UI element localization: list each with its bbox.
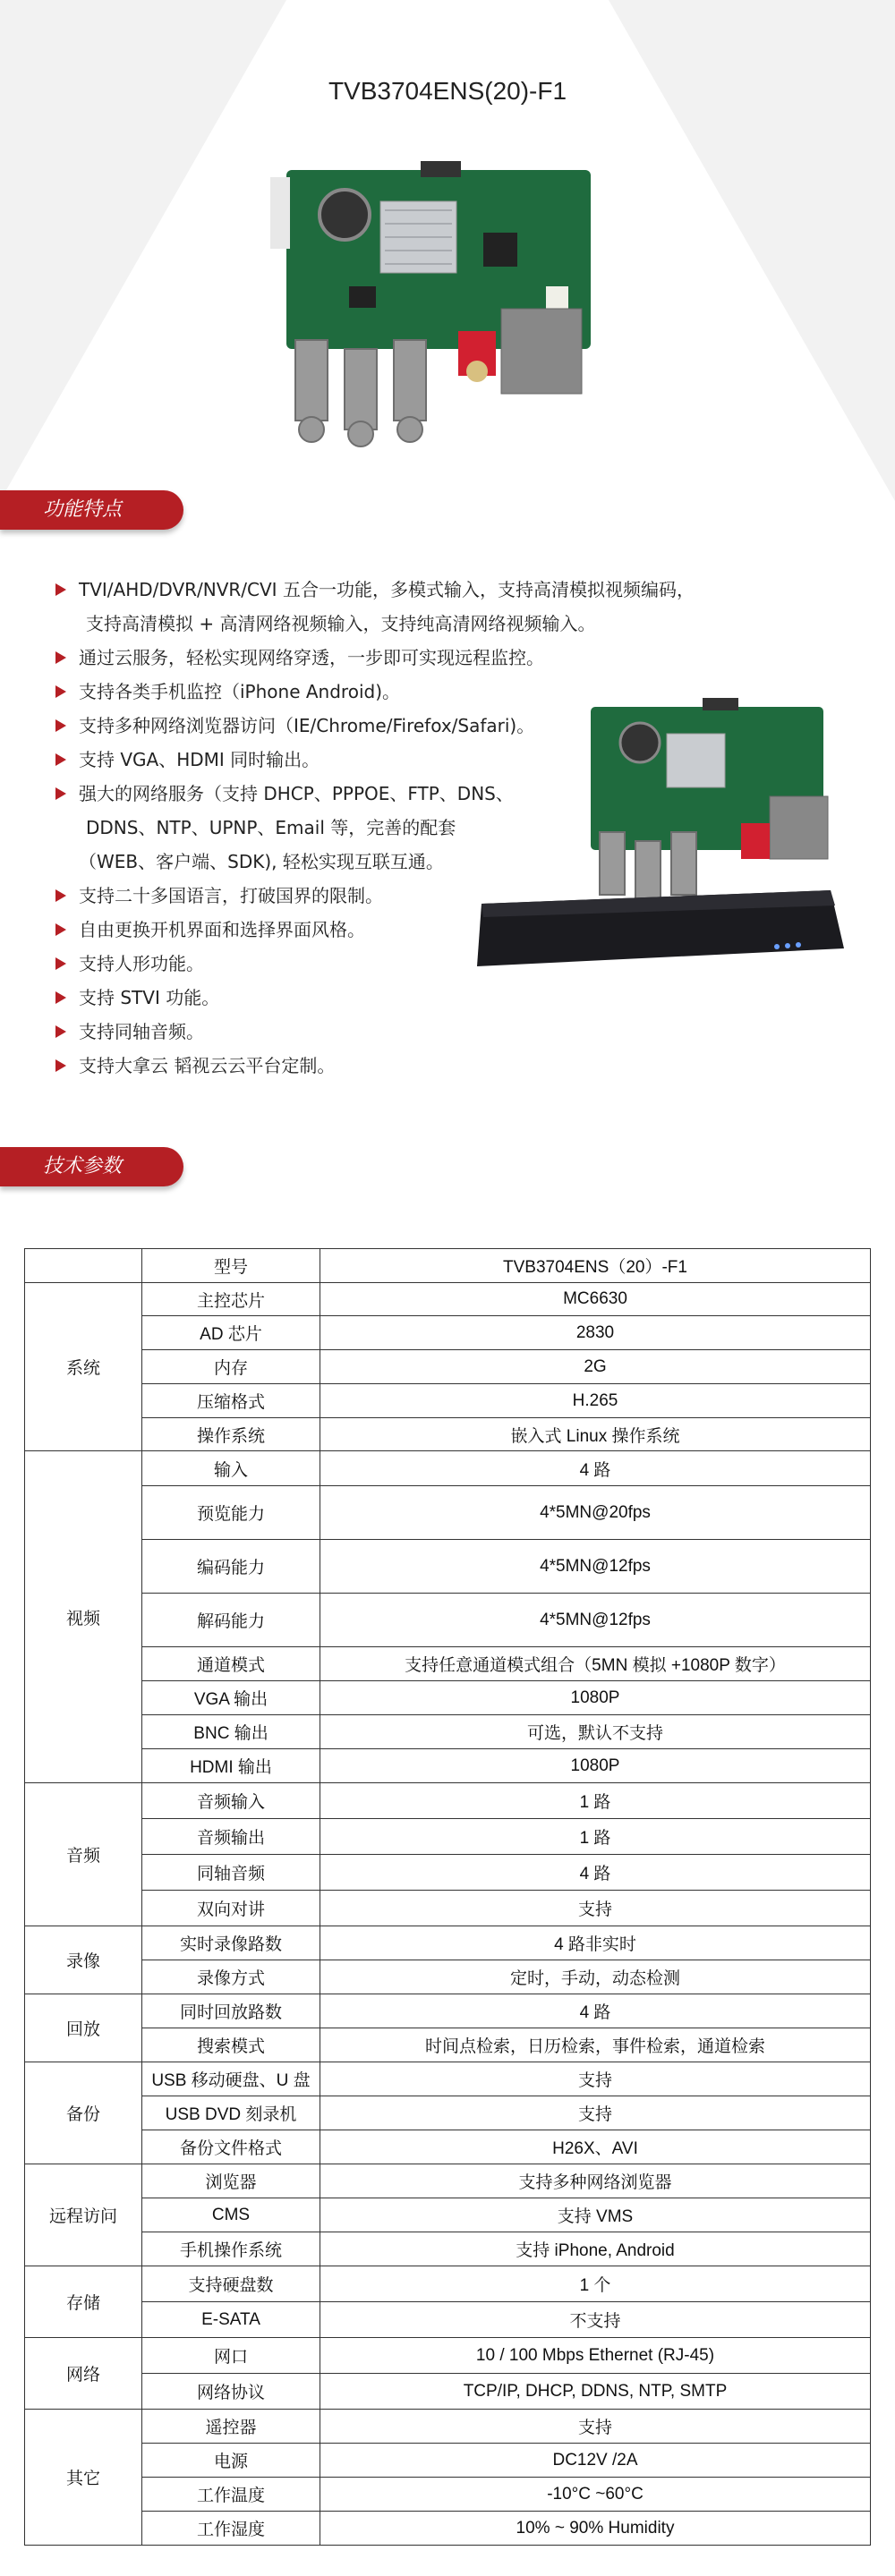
spec-value: 时间点检索，日历检索，事件检索，通道检索 xyxy=(320,2028,871,2062)
spec-value: 4*5MN@20fps xyxy=(320,1486,871,1540)
spec-value: 定时，手动，动态检测 xyxy=(320,1960,871,1994)
spec-name: 预览能力 xyxy=(142,1486,320,1540)
spec-value: H26X、AVI xyxy=(320,2130,871,2164)
table-row xyxy=(25,1681,871,1715)
spec-value: 嵌入式 Linux 操作系统 xyxy=(320,1418,871,1451)
table-row xyxy=(25,1418,871,1451)
section-heading-features: 功能特点 xyxy=(0,490,183,530)
page-title: TVB3704ENS(20)-F1 xyxy=(328,77,567,105)
spec-category: 其它 xyxy=(25,2410,142,2546)
table-row xyxy=(25,2302,871,2338)
spec-name: 型号 xyxy=(142,1249,320,1283)
table-row xyxy=(25,2062,871,2096)
spec-value: 支持任意通道模式组合（5MN 模拟 +1080P 数字） xyxy=(320,1647,871,1681)
spec-value: 支持 xyxy=(320,2062,871,2096)
spec-category: 回放 xyxy=(25,1994,142,2062)
table-row xyxy=(25,1384,871,1418)
table-row xyxy=(25,1891,871,1926)
table-row xyxy=(25,2130,871,2164)
spec-name: USB 移动硬盘、U 盘 xyxy=(142,2062,320,2096)
chip xyxy=(483,233,517,267)
spec-name: 实时录像路数 xyxy=(142,1926,320,1960)
table-row xyxy=(25,1647,871,1681)
nvr-chassis-image xyxy=(473,886,848,971)
spec-category: 存储 xyxy=(25,2266,142,2338)
spec-name: 输入 xyxy=(142,1451,320,1486)
table-row xyxy=(25,2232,871,2266)
table-row xyxy=(25,1451,871,1486)
table-row xyxy=(25,2266,871,2302)
spec-name: 操作系统 xyxy=(142,1418,320,1451)
spec-name: 支持硬盘数 xyxy=(142,2266,320,2302)
table-row xyxy=(25,2338,871,2374)
feature-item: 自由更换开机界面和选择界面风格。 xyxy=(54,913,841,947)
feature-item: 支持二十多国语言，打破国界的限制。 xyxy=(54,879,841,913)
spec-value: 4 路 xyxy=(320,1855,871,1891)
table-row xyxy=(25,2478,871,2512)
table-row xyxy=(25,2096,871,2130)
table-row xyxy=(25,1486,871,1540)
spec-category: 视频 xyxy=(25,1451,142,1783)
spec-name: 浏览器 xyxy=(142,2164,320,2198)
spec-value: 可选，默认不支持 xyxy=(320,1715,871,1749)
battery xyxy=(320,190,370,240)
spec-value: 1 个 xyxy=(320,2266,871,2302)
spec-name: HDMI 输出 xyxy=(142,1749,320,1783)
spec-value: 支持 xyxy=(320,1891,871,1926)
feature-item-continued: DDNS、NTP、UPNP、Email 等，完善的配套 xyxy=(86,817,456,838)
pin-header xyxy=(270,177,290,249)
spec-name: 工作温度 xyxy=(142,2478,320,2512)
spec-name: 通道模式 xyxy=(142,1647,320,1681)
spec-value: 4 路非实时 xyxy=(320,1926,871,1960)
bnc-connectors xyxy=(295,340,426,446)
table-row xyxy=(25,1783,871,1819)
spec-name: 编码能力 xyxy=(142,1540,320,1594)
table-row xyxy=(25,1715,871,1749)
spec-category: 备份 xyxy=(25,2062,142,2164)
spec-name: 压缩格式 xyxy=(142,1384,320,1418)
table-row xyxy=(25,1540,871,1594)
spec-value: 4*5MN@12fps xyxy=(320,1540,871,1594)
table-header-row xyxy=(25,1249,871,1283)
spec-value: 支持多种网络浏览器 xyxy=(320,2164,871,2198)
spec-value: MC6630 xyxy=(320,1283,871,1316)
table-row xyxy=(25,1819,871,1855)
spec-value: -10°C ~60°C xyxy=(320,2478,871,2512)
table-row xyxy=(25,2028,871,2062)
spec-name: 网口 xyxy=(142,2338,320,2374)
table-row xyxy=(25,1960,871,1994)
table-row xyxy=(25,1855,871,1891)
spec-value: 4*5MN@12fps xyxy=(320,1594,871,1647)
audio-jack xyxy=(466,361,488,382)
table-row xyxy=(25,1594,871,1647)
spec-value: DC12V /2A xyxy=(320,2444,871,2478)
feature-item: 支持 STVI 功能。 xyxy=(54,981,841,1015)
feature-item: 支持同轴音频。 xyxy=(54,1015,841,1049)
spec-value: 支持 VMS xyxy=(320,2198,871,2232)
section-heading-specs: 技术参数 xyxy=(0,1147,183,1186)
spec-name: 搜索模式 xyxy=(142,2028,320,2062)
hdmi-port xyxy=(421,161,461,177)
heatsink xyxy=(667,734,725,787)
spec-name: 同时回放路数 xyxy=(142,1994,320,2028)
table-row xyxy=(25,1926,871,1960)
spec-value: 1 路 xyxy=(320,1783,871,1819)
rj45-port xyxy=(770,796,828,859)
feature-item: 支持人形功能。 xyxy=(54,947,841,981)
spec-value: 不支持 xyxy=(320,2302,871,2338)
table-row xyxy=(25,2410,871,2444)
spec-name: 主控芯片 xyxy=(142,1283,320,1316)
spec-value: H.265 xyxy=(320,1384,871,1418)
spec-value: 1080P xyxy=(320,1749,871,1783)
spec-name: USB DVD 刻录机 xyxy=(142,2096,320,2130)
spec-name: 网络协议 xyxy=(142,2374,320,2410)
feature-item: 支持多种网络浏览器访问（IE/Chrome/Firefox/Safari)。 xyxy=(54,709,841,743)
spec-category: 网络 xyxy=(25,2338,142,2410)
led-indicator xyxy=(785,943,790,948)
spec-category: 音频 xyxy=(25,1783,142,1926)
table-row xyxy=(25,1350,871,1384)
feature-item: 强大的网络服务（支持 DHCP、PPPOE、FTP、DNS、 xyxy=(54,777,841,811)
feature-item: 支持大拿云 韬视云云平台定制。 xyxy=(54,1049,841,1083)
spec-name: CMS xyxy=(142,2198,320,2232)
spec-name: 电源 xyxy=(142,2444,320,2478)
spec-value: 支持 xyxy=(320,2096,871,2130)
feature-item-continued: （WEB、客户端、SDK), 轻松实现互联互通。 xyxy=(79,851,444,872)
chip-small xyxy=(349,286,376,308)
table-row xyxy=(25,2374,871,2410)
product-board-image xyxy=(260,161,609,447)
battery xyxy=(620,723,660,762)
spec-name: 双向对讲 xyxy=(142,1891,320,1926)
table-row xyxy=(25,1749,871,1783)
spec-name: AD 芯片 xyxy=(142,1316,320,1350)
spec-value: 10 / 100 Mbps Ethernet (RJ-45) xyxy=(320,2338,871,2374)
table-row xyxy=(25,2512,871,2546)
spec-category: 录像 xyxy=(25,1926,142,1994)
spec-value: 4 路 xyxy=(320,1994,871,2028)
hdmi-port xyxy=(703,698,738,710)
spec-name: BNC 输出 xyxy=(142,1715,320,1749)
background-decoration-right xyxy=(609,0,895,501)
table-row xyxy=(25,2198,871,2232)
spec-name: 工作湿度 xyxy=(142,2512,320,2546)
feature-item: TVI/AHD/DVR/NVR/CVI 五合一功能，多模式输入，支持高清模拟视频编码， xyxy=(54,573,841,607)
spec-value: 1 路 xyxy=(320,1819,871,1855)
spec-value: TVB3704ENS（20）-F1 xyxy=(320,1249,871,1283)
spec-name: E-SATA xyxy=(142,2302,320,2338)
spec-name: 音频输出 xyxy=(142,1819,320,1855)
spec-value: 4 路 xyxy=(320,1451,871,1486)
table-cell-blank xyxy=(25,1249,142,1283)
spec-name: 遥控器 xyxy=(142,2410,320,2444)
feature-item: 通过云服务，轻松实现网络穿透，一步即可实现远程监控。 xyxy=(54,641,841,675)
spec-value: 2830 xyxy=(320,1316,871,1350)
spec-name: 音频输入 xyxy=(142,1783,320,1819)
background-decoration-left xyxy=(0,0,286,501)
spec-value: TCP/IP, DHCP, DDNS, NTP, SMTP xyxy=(320,2374,871,2410)
spec-value: 支持 iPhone, Android xyxy=(320,2232,871,2266)
table-row xyxy=(25,1283,871,1316)
rj45-port xyxy=(501,309,582,394)
spec-name: 备份文件格式 xyxy=(142,2130,320,2164)
spec-category: 系统 xyxy=(25,1283,142,1451)
spec-name: 内存 xyxy=(142,1350,320,1384)
audio-port xyxy=(741,823,770,859)
table-row xyxy=(25,2444,871,2478)
spec-value: 10% ~ 90% Humidity xyxy=(320,2512,871,2546)
feature-item-continued: 支持高清模拟 + 高清网络视频输入，支持纯高清网络视频输入。 xyxy=(86,613,596,634)
spec-value: 2G xyxy=(320,1350,871,1384)
spec-value: 支持 xyxy=(320,2410,871,2444)
table-row xyxy=(25,1994,871,2028)
feature-item: 支持各类手机监控（iPhone Android)。 xyxy=(54,675,841,709)
led-indicator xyxy=(774,944,780,949)
led-indicator xyxy=(796,942,801,948)
spec-category: 远程访问 xyxy=(25,2164,142,2266)
spec-name: 录像方式 xyxy=(142,1960,320,1994)
table-row xyxy=(25,1316,871,1350)
spec-table xyxy=(24,1248,871,2546)
table-row xyxy=(25,2164,871,2198)
spec-value: 1080P xyxy=(320,1681,871,1715)
feature-item: 支持 VGA、HDMI 同时输出。 xyxy=(54,743,841,777)
spec-name: VGA 输出 xyxy=(142,1681,320,1715)
spec-name: 同轴音频 xyxy=(142,1855,320,1891)
spec-name: 解码能力 xyxy=(142,1594,320,1647)
spec-name: 手机操作系统 xyxy=(142,2232,320,2266)
